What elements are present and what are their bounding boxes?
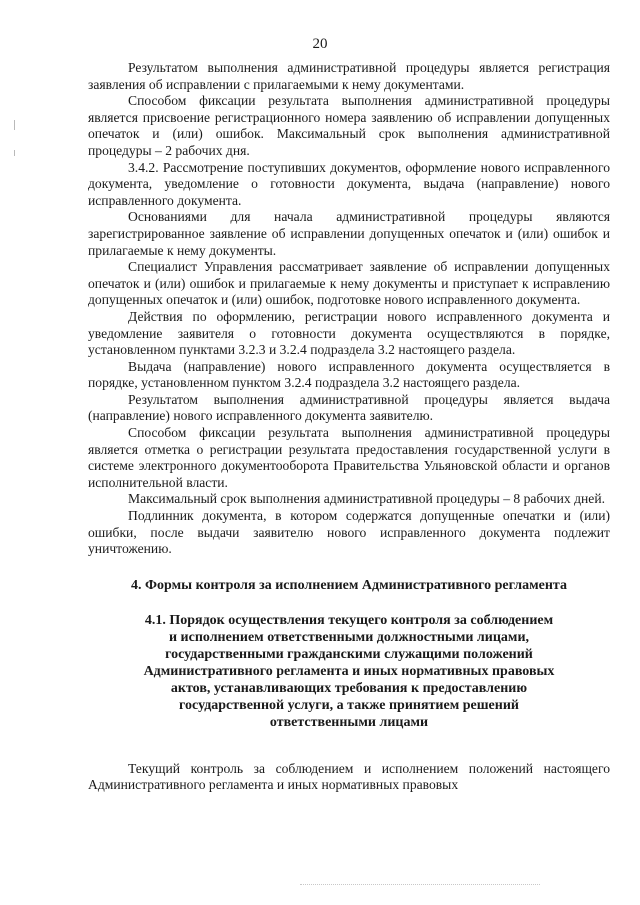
paragraph: Выдача (направление) нового исправленного документа осуществляется в порядке, установленном пунктом 3.2.4 подраздела 3.2 настоящего раздела. [88, 358, 610, 391]
page-number: 20 [312, 36, 328, 52]
paragraph: Максимальный срок выполнения административной процедуры – 8 рабочих дней. [128, 491, 605, 507]
heading-line: государственными гражданскими служащими положений [165, 646, 533, 662]
final-paragraph: Текущий контроль за соблюдением и исполнением положений настоящего Административного регламента и иных нормативных правовых [88, 760, 610, 793]
heading-line: 4.1. Порядок осуществления текущего контроля за соблюдением [144, 612, 554, 628]
margin-mark [14, 150, 15, 156]
heading-line: актов, устанавливающих требования к предоставлению [170, 680, 528, 696]
heading-line: и исполнением ответственными должностными лицами, [168, 629, 530, 645]
paragraph: Способом фиксации результата выполнения административной процедуры является присвоение регистрационного номера заявлению об исправлении допущенных опечаток и (или) ошибок. Максимальный срок выполнения административной процедуры – 2 рабочих дня. [88, 93, 610, 158]
document-body [88, 60, 610, 794]
heading-line: ответственными лицами [269, 714, 429, 730]
subsection-heading [88, 612, 610, 731]
paragraph: Способом фиксации результата выполнения административной процедуры является отметка о регистрации результата предоставления государственной услуги в системе электронного документооборота Правительства Ульяновской области и органов исполнительной власти. [88, 425, 610, 490]
margin-mark [14, 120, 15, 130]
paragraph: Специалист Управления рассматривает заявление об исправлении допущенных опечаток и (или) ошибок и прилагаемые к нему документы и приступает к исправлению допущенных опечаток и (или) ошибок, подготовке нового исправленного документа. [88, 259, 610, 308]
heading-line: государственной услуги, а также принятием решений [179, 697, 519, 713]
paragraph: 3.4.2. Рассмотрение поступивших документов, оформление нового исправленного документа, уведомление о готовности документа, выдача (направление) нового исправленного документа. [88, 159, 610, 208]
paragraph: Действия по оформлению, регистрации нового исправленного документа и уведомление заявителя о готовности документа осуществляются в порядке, установленном пунктами 3.2.3 и 3.2.4 подраздела 3.2 настоящего раздела. [88, 308, 610, 358]
heading-line: Административного регламента и иных нормативных правовых [143, 663, 555, 679]
paragraph: Основаниями для начала административной процедуры являются зарегистрированное заявление об исправлении допущенных опечаток и (или) ошибок и прилагаемые к нему документы. [88, 209, 610, 258]
paragraph: Результатом выполнения административной процедуры является выдача (направление) нового исправленного документа заявителю. [88, 391, 610, 424]
section-heading: 4. Формы контроля за исполнением Административного регламента [131, 577, 567, 593]
paragraph: Подлинник документа, в котором содержатся допущенные опечатки и (или) ошибки, после выдачи заявителю нового исправленного документа подлежит уничтожению. [88, 508, 610, 557]
scan-artifact [300, 884, 540, 888]
paragraph: Результатом выполнения административной процедуры является регистрация заявления об исправлении с прилагаемыми к нему документами. [88, 60, 610, 92]
